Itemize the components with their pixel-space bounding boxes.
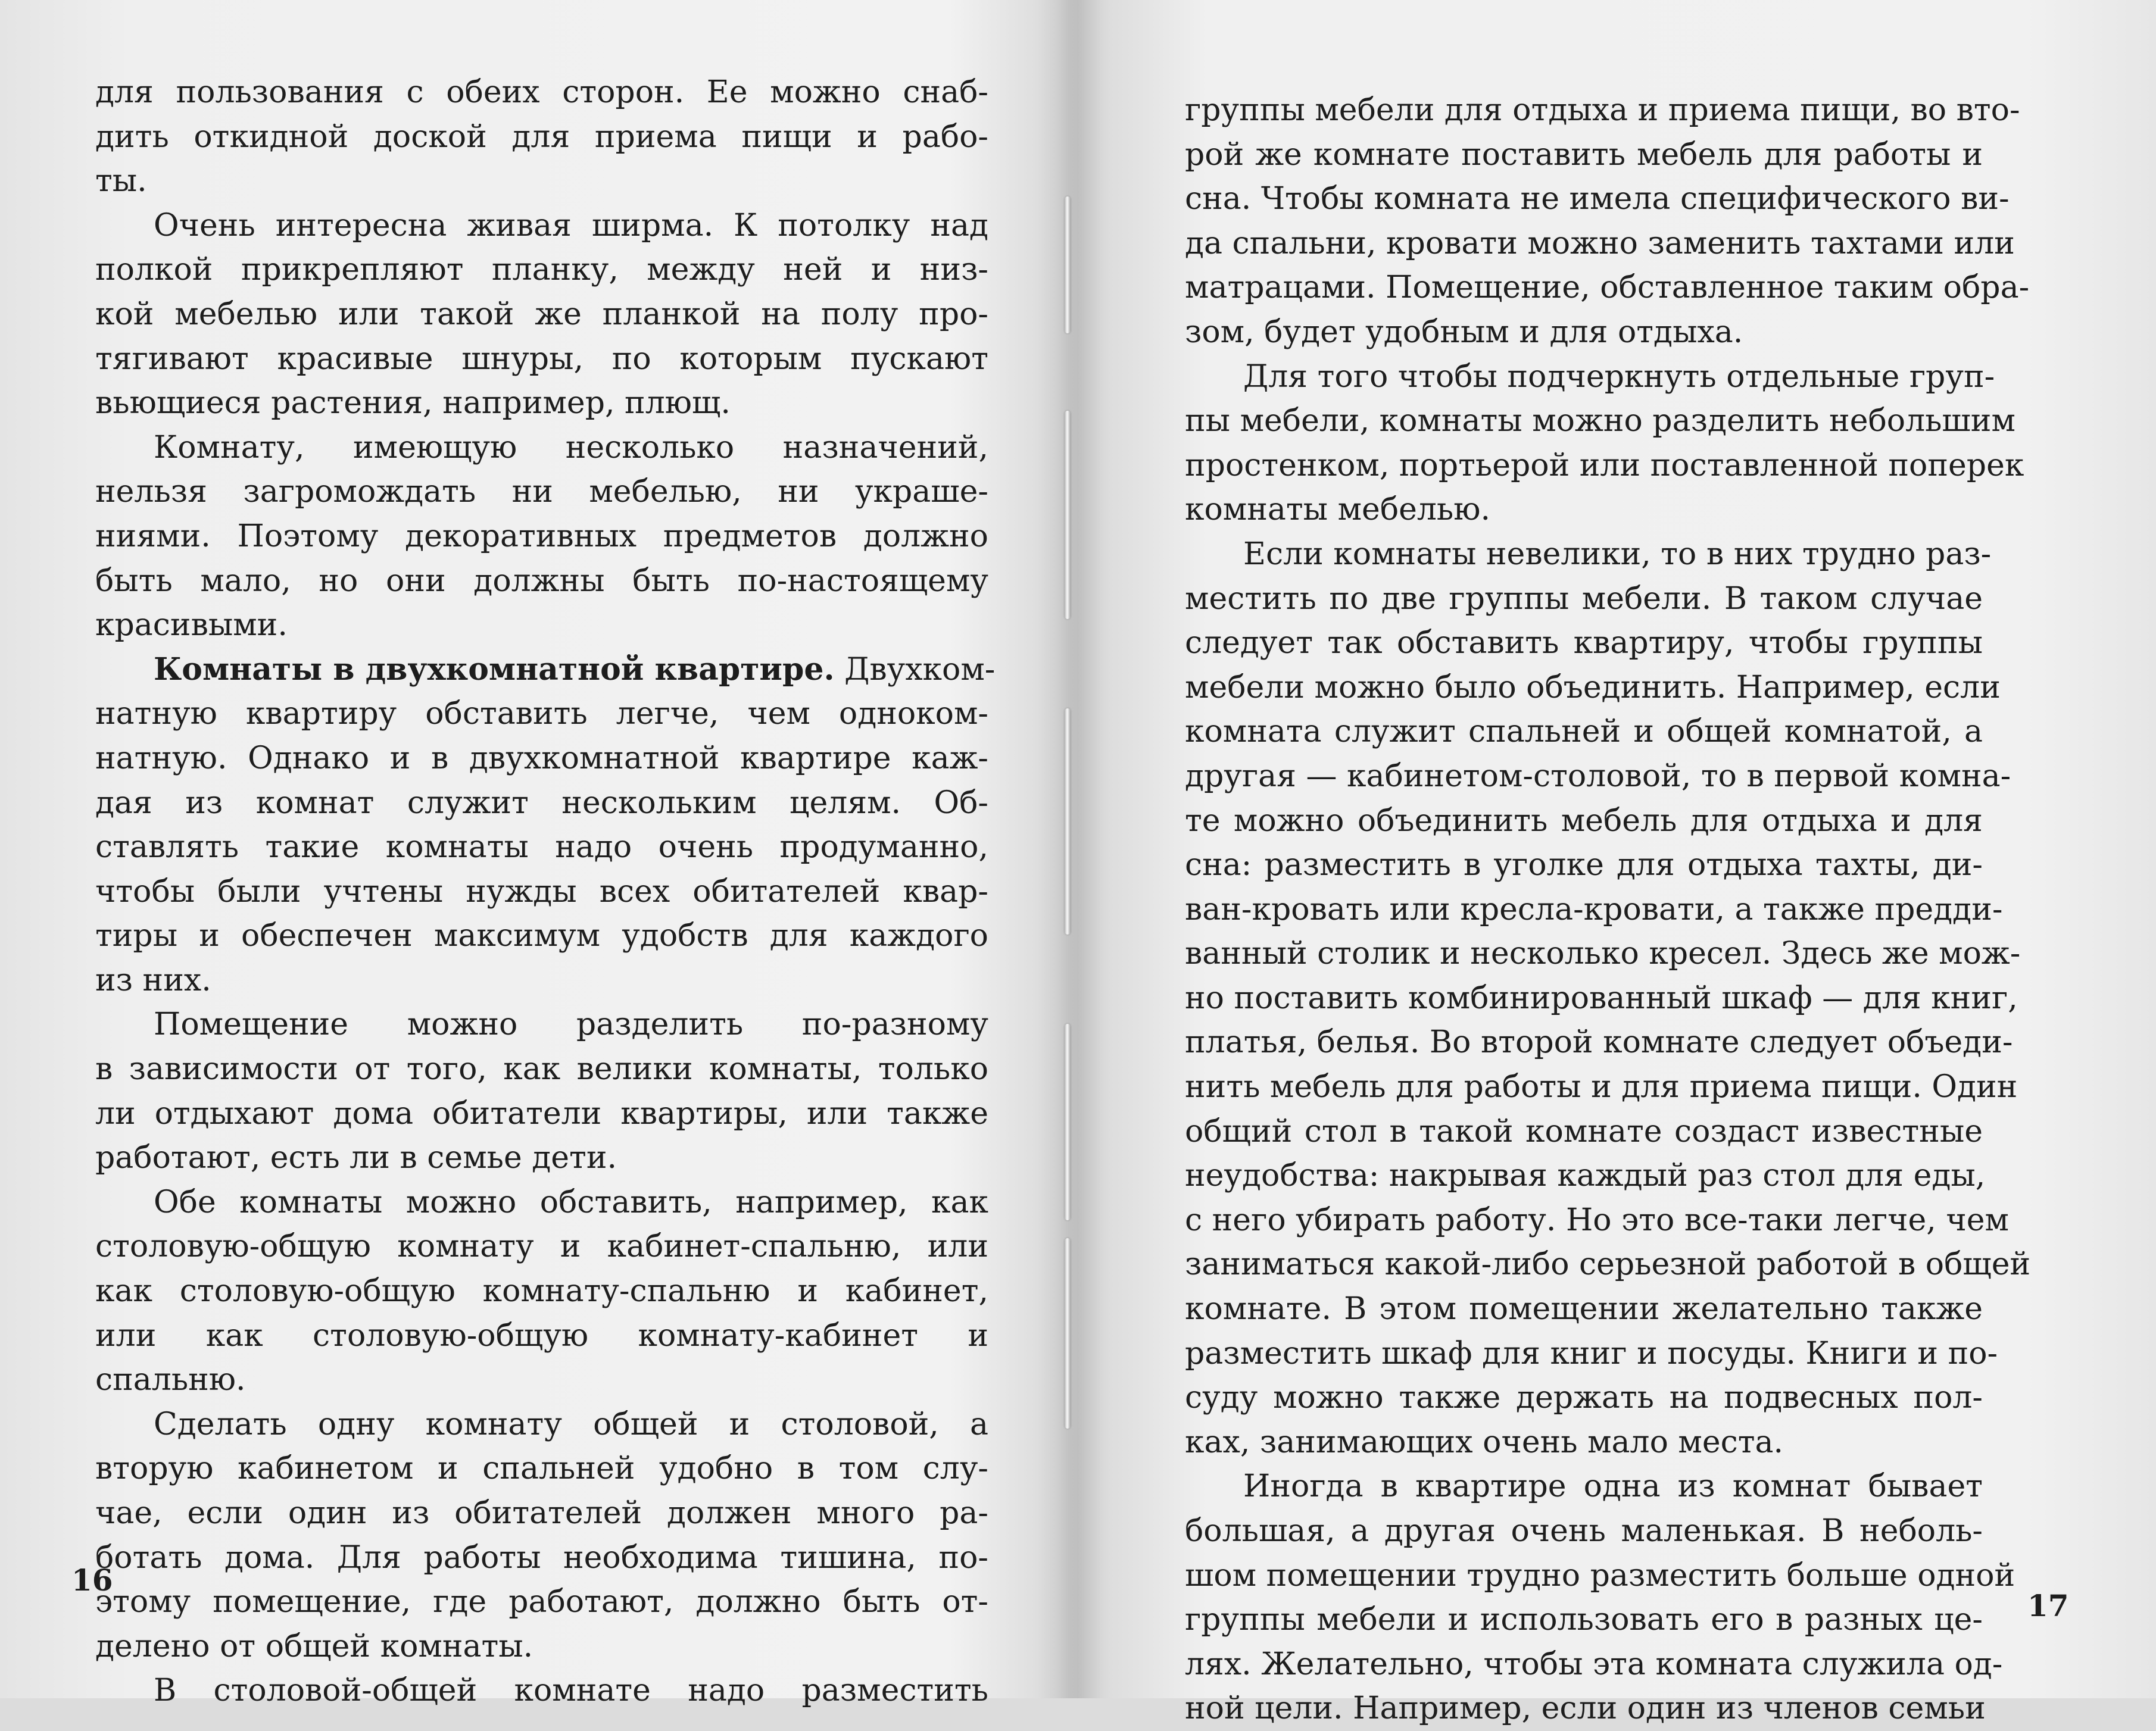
line-text: делено от общей комнаты.: [95, 1628, 533, 1664]
text-line: [95, 514, 988, 559]
line-text: вьющиеся растения, например, плющ.: [95, 385, 731, 421]
text-line: [1185, 1554, 2015, 1598]
text-line: [95, 1269, 988, 1314]
text-line: [95, 1136, 988, 1180]
line-text: местить по две группы мебели. В таком случае: [1185, 580, 1983, 617]
text-line: [1185, 1198, 2009, 1243]
text-line: [95, 159, 988, 204]
line-text: для пользования с обеих сторон. Ее можно снаб-: [95, 74, 988, 110]
line-text: разместить шкаф для книг и посуды. Книги и по-: [1185, 1335, 1998, 1371]
line-text: нить мебель для работы и для приема пищи. Один: [1185, 1069, 2018, 1105]
line-text: из них.: [95, 962, 211, 998]
line-text: ставлять такие комнаты надо очень продуманно,: [95, 829, 988, 866]
text-line: [1185, 1065, 2018, 1110]
page-number: 17: [2027, 1588, 2069, 1623]
text-line: [95, 692, 988, 736]
line-text: ботать дома. Для работы необходима тишина, по-: [95, 1539, 988, 1576]
line-text: дить откидной доской для приема пищи и рабо-: [95, 118, 988, 155]
line-text: тягивают красивые шнуры, по которым пускают: [95, 340, 988, 377]
text-line: [95, 870, 988, 914]
line-text: Если комнаты невелики, то в них трудно раз-: [1243, 536, 1992, 572]
text-line: [1185, 710, 1983, 754]
line-text: шом помещении трудно разместить больше одной: [1185, 1557, 2015, 1593]
line-text: но поставить комбинированный шкаф — для книг,: [1185, 980, 2018, 1016]
line-text: сна. Чтобы комната не имела специфического ви-: [1185, 181, 2010, 217]
line-text: ты.: [95, 163, 147, 199]
text-line: [95, 1358, 988, 1402]
text-line: [1185, 976, 2018, 1021]
text-line: [95, 248, 988, 292]
line-text: как столовую-общую комнату-спальню и кабинет,: [95, 1273, 988, 1310]
line-text: большая, а другая очень маленькая. В неболь-: [1185, 1513, 1983, 1549]
line-text: рой же комнате поставить мебель для работы и: [1185, 136, 1983, 173]
line-text: нельзя загромождать ни мебелью, ни украше-: [95, 474, 988, 510]
line-text: те можно объединить мебель для отдыха и для: [1185, 802, 1983, 839]
line-text: зом, будет удобным и для отдыха.: [1185, 314, 1743, 350]
line-text: лях. Желательно, чтобы эта комната служила од-: [1185, 1646, 2003, 1682]
text-line: [95, 1314, 988, 1358]
text-line: [95, 426, 988, 470]
line-text: ли отдыхают дома обитатели квартиры, или также: [95, 1095, 988, 1132]
line-text: да спальни, кровати можно заменить тахтами или: [1185, 225, 2015, 261]
line-text: спальню.: [95, 1362, 246, 1398]
text-line: [1185, 265, 2030, 310]
text-line: [1185, 1420, 1983, 1465]
line-text: ван-кровать или кресла-кровати, а также предди-: [1185, 891, 2003, 927]
text-line: [1185, 799, 1983, 843]
text-line: [1185, 221, 2015, 266]
text-line: [1185, 1376, 1983, 1420]
text-line: [1185, 488, 1983, 532]
line-text: ванный столик и несколько кресел. Здесь же мож-: [1185, 936, 2021, 972]
section-heading: Комнаты в двухкомнатной квартире.: [154, 651, 835, 688]
text-line: [95, 1092, 988, 1136]
line-text: другая — кабинетом-столовой, то в первой комна-: [1185, 758, 2011, 794]
left-page-text: [95, 70, 996, 1713]
line-text: заниматься какой-либо серьезной работой в общей: [1185, 1246, 2031, 1283]
line-text: Помещение можно разделить по-разному: [154, 1007, 988, 1043]
line-text: группы мебели для отдыха и приема пищи, во вто-: [1185, 92, 2020, 128]
text-line: [95, 559, 988, 604]
text-line: [95, 1491, 988, 1536]
line-text: ной цели. Например, если один из членов семьи: [1185, 1691, 1986, 1727]
text-line: [1185, 1287, 1983, 1332]
text-line: [95, 470, 988, 514]
text-line: [1185, 1464, 1983, 1509]
line-text: натную. Однако и в двухкомнатной квартире каж-: [95, 740, 988, 776]
line-text: следует так обставить квартиру, чтобы группы: [1185, 625, 1983, 661]
line-text: комнате. В этом помещении желательно также: [1185, 1291, 1983, 1327]
line-text: платья, белья. Во второй комнате следует объеди-: [1185, 1024, 2013, 1061]
left-page: [0, 0, 1078, 1709]
text-line: [1185, 1110, 1983, 1154]
line-text: вторую кабинетом и спальней удобно в том слу-: [95, 1451, 988, 1487]
text-line: [1185, 843, 1983, 888]
text-line: [1185, 932, 2021, 976]
text-line: [95, 70, 988, 115]
line-text: сна: разместить в уголке для отдыха тахты, ди-: [1185, 847, 1983, 883]
line-text: столовую-общую комнату и кабинет-спальню, или: [95, 1229, 988, 1265]
text-line: [95, 1180, 988, 1225]
text-line: [95, 1446, 988, 1491]
line-text: матрацами. Помещение, обставленное таким обра-: [1185, 270, 2030, 306]
page-number: 16: [71, 1563, 113, 1598]
line-text: комната служит спальней и общей комнатой, а: [1185, 714, 1983, 750]
text-line: [1185, 888, 2003, 932]
line-text: этому помещение, где работают, должно быть от-: [95, 1584, 988, 1620]
text-line: [95, 292, 988, 337]
text-line: [1185, 355, 1995, 399]
line-text: Обе комнаты можно обставить, например, как: [154, 1184, 988, 1220]
text-line: [1185, 577, 1983, 621]
text-line: [1185, 621, 1983, 665]
text-line: [1185, 1509, 1983, 1554]
text-line: [1185, 754, 2011, 799]
line-text: мебели можно было объединить. Например, если: [1185, 669, 2001, 705]
text-line: [95, 1047, 988, 1092]
text-line: [95, 825, 988, 870]
line-text: кой мебелью или такой же планкой на полу про-: [95, 296, 988, 332]
line-text: ниями. Поэтому декоративных предметов должно: [95, 518, 988, 554]
right-page: [1078, 0, 2156, 1727]
line-text: Для того чтобы подчеркнуть отдельные груп-: [1243, 358, 1995, 395]
line-text: работают, есть ли в семье дети.: [95, 1140, 617, 1176]
text-line: [95, 781, 988, 826]
text-line: [1185, 133, 1983, 177]
text-line: [1185, 665, 2001, 710]
text-line: [1185, 443, 2024, 488]
text-line: [1185, 88, 2020, 133]
text-line: [1185, 1242, 2031, 1287]
line-text: комнаты мебелью.: [1185, 492, 1491, 528]
text-line: [1185, 1686, 1986, 1731]
line-text: полкой прикрепляют планку, между ней и низ-: [95, 252, 988, 288]
text-line: [1185, 1332, 1998, 1376]
line-text: чае, если один из обитателей должен много ра-: [95, 1495, 988, 1531]
text-line: [95, 1224, 988, 1269]
line-text: Очень интересна живая ширма. К потолку над: [154, 207, 988, 243]
line-text: Комнату, имеющую несколько назначений,: [154, 429, 988, 465]
line-text: простенком, портьерой или поставленной поперек: [1185, 447, 2024, 483]
line-text: быть мало, но они должны быть по-настоящему: [95, 563, 988, 599]
text-line: [95, 648, 996, 692]
line-text: В столовой-общей комнате надо разместить: [154, 1673, 988, 1709]
text-line: [95, 603, 988, 648]
text-line: [95, 1668, 988, 1713]
text-line: [95, 1402, 988, 1447]
text-line: [95, 337, 988, 382]
text-line: [95, 1624, 988, 1669]
line-text: Двухком-: [834, 651, 996, 688]
text-line: [95, 381, 988, 426]
text-line: [1185, 1020, 2013, 1065]
right-page-text: [1185, 88, 2031, 1731]
line-text: тиры и обеспечен максимум удобств для каждого: [95, 918, 988, 954]
text-line: [95, 1580, 988, 1624]
line-text: или как столовую-общую комнату-кабинет и: [95, 1317, 988, 1354]
line-text: суду можно также держать на подвесных пол-: [1185, 1380, 1983, 1416]
line-text: неудобства: накрывая каждый раз стол для еды,: [1185, 1158, 1986, 1194]
line-text: Иногда в квартире одна из комнат бывает: [1243, 1468, 1983, 1505]
line-text: пы мебели, комнаты можно разделить небольшим: [1185, 403, 2015, 439]
text-line: [95, 736, 988, 781]
text-line: [1185, 310, 1983, 355]
line-text: чтобы были учтены нужды всех обитателей квар-: [95, 873, 988, 910]
text-line: [95, 204, 988, 248]
line-text: красивыми.: [95, 607, 288, 643]
text-line: [1185, 177, 2010, 221]
text-line: [95, 1536, 988, 1580]
text-line: [1185, 1598, 1983, 1642]
line-text: группы мебели и использовать его в разных це-: [1185, 1602, 1983, 1638]
line-text: натную квартиру обставить легче, чем одноком-: [95, 696, 988, 732]
line-text: ках, занимающих очень мало места.: [1185, 1424, 1784, 1460]
line-text: Сделать одну комнату общей и столовой, а: [154, 1406, 988, 1442]
line-text: общий стол в такой комнате создаст известные: [1185, 1113, 1983, 1149]
text-line: [1185, 1154, 1986, 1198]
text-line: [95, 1002, 988, 1047]
text-line: [95, 115, 988, 160]
line-text: дая из комнат служит нескольким целям. Об-: [95, 785, 988, 821]
text-line: [95, 958, 988, 1003]
text-line: [95, 914, 988, 958]
line-text: в зависимости от того, как велики комнаты, только: [95, 1051, 988, 1088]
text-line: [1185, 399, 2015, 443]
text-line: [1185, 1642, 2003, 1687]
text-line: [1185, 532, 1992, 577]
line-text: с него убирать работу. Но это все-таки легче, чем: [1185, 1202, 2009, 1238]
